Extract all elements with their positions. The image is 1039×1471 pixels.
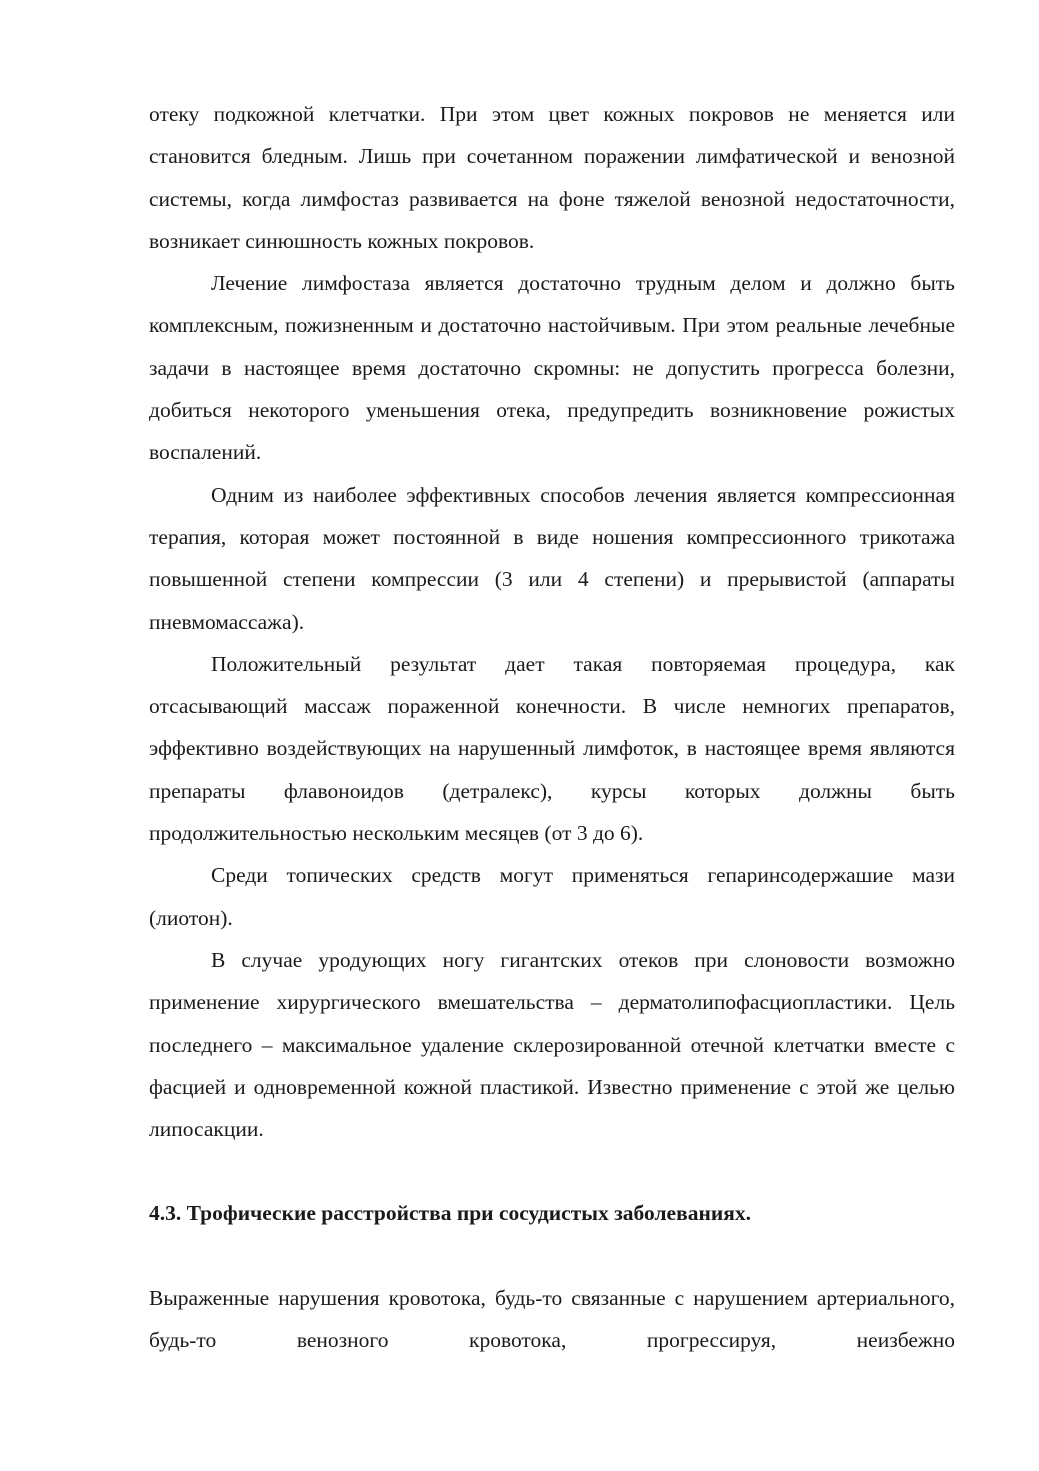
paragraph-massage-drugs: Положительный результат дает такая повторяемая процедура, как отсасывающий массаж пораженной конечности. В числе немногих препаратов, эффективно воздействующих на нарушенный лимфоток, в настоящее время являются препараты флавоноидов (детралекс), курсы которых должны быть продолжительностью нескольким месяцев (от 3 до 6). <box>149 651 955 846</box>
paragraph-compression-therapy: Одним из наиболее эффективных способов лечения является компрессионная терапия, которая может постоянной в виде ношения компрессионного трикотажа повышенной степени компрессии (3 или 4 степени) и прерывистой (аппараты пневмомассажа). <box>149 482 955 634</box>
page-content <box>149 93 955 1361</box>
paragraph-topical-agents: Среди топических средств могут применяться гепаринсодержашие мази (лиотон). <box>149 863 955 930</box>
section-heading: 4.3. Трофические расстройства при сосудистых заболеваниях. <box>149 1201 751 1226</box>
paragraph-surgery: В случае уродующих ногу гигантских отеков при слоновости возможно применение хирургического вмешательства – дерматолипофасциопластики. Цель последнего – максимальное удаление склерозированной отечной клетчатки вместе с фасцией и одновременной кожной пластикой. Известно применение с этой же целью липосакции. <box>149 947 955 1142</box>
paragraph-trophic-disorders: Выраженные нарушения кровотока, будь-то связанные с нарушением артериального, будь-то венозного кровотока, прогрессируя, неизбежно <box>149 1285 955 1353</box>
paragraph-edema-skin-color: отеку подкожной клетчатки. При этом цвет кожных покровов не меняется или становится бледным. Лишь при сочетанном поражении лимфатической и венозной системы, когда лимфостаз развивается на фоне тяжелой венозной недостаточности, возникает синюшность кожных покровов. <box>149 102 955 253</box>
paragraph-lymphostasis-treatment: Лечение лимфостаза является достаточно трудным делом и должно быть комплексным, пожизненным и достаточно настойчивым. При этом реальные лечебные задачи в настоящее время достаточно скромны: не допустить прогресса болезни, добиться некоторого уменьшения отека, предупредить возникновение рожистых воспалений. <box>149 271 955 465</box>
